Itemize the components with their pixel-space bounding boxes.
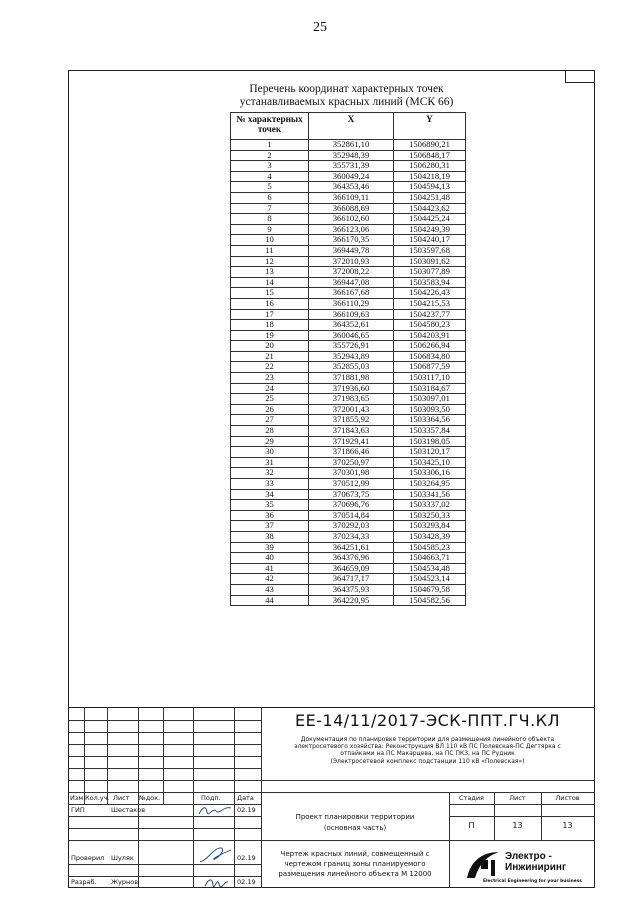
cell-y: 1504585,23 xyxy=(394,542,466,553)
cell-y: 1503117,10 xyxy=(394,373,466,384)
table-row xyxy=(231,224,466,235)
cell-y: 1504523,14 xyxy=(394,574,466,585)
cell-point-number: 15 xyxy=(231,288,309,299)
table-row xyxy=(231,362,466,373)
cell-point-number: 38 xyxy=(231,531,309,542)
cell-x: 364717,17 xyxy=(309,574,394,585)
cell-y: 1506280,31 xyxy=(394,161,466,172)
table-row xyxy=(231,595,466,606)
cell-point-number: 8 xyxy=(231,214,309,225)
cell-point-number: 42 xyxy=(231,574,309,585)
drawing-line-2: чертежом границ зоны планируемого xyxy=(284,860,426,868)
cell-y: 1503091,62 xyxy=(394,256,466,267)
developed-label: Разраб. xyxy=(71,878,97,886)
col-podp: Подп. xyxy=(201,794,221,802)
cell-x: 371983,65 xyxy=(309,394,394,405)
cell-y: 1503583,94 xyxy=(394,277,466,288)
table-row xyxy=(231,171,466,182)
cell-point-number: 25 xyxy=(231,394,309,405)
title-line-1: Перечень координат характерных точек xyxy=(249,83,444,95)
cell-point-number: 10 xyxy=(231,235,309,246)
cell-y: 1504215,53 xyxy=(394,298,466,309)
table-row xyxy=(231,500,466,511)
cell-x: 372001,43 xyxy=(309,404,394,415)
drawing-name xyxy=(261,849,449,879)
table-row xyxy=(231,373,466,384)
description-line-4: (Электросетевой комплекс подстанции 110 кВ «Полевская») xyxy=(330,757,525,765)
cell-y: 1506890,21 xyxy=(394,140,466,151)
cell-point-number: 23 xyxy=(231,373,309,384)
cell-point-number: 33 xyxy=(231,479,309,490)
cell-point-number: 13 xyxy=(231,267,309,278)
document-code: ЕЕ-14/11/2017-ЭСК-ППТ.ГЧ.КЛ xyxy=(294,711,561,730)
document-description xyxy=(261,736,594,765)
sheet-label: Лист xyxy=(509,794,526,802)
cell-y: 1503597,68 xyxy=(394,245,466,256)
cell-point-number: 1 xyxy=(231,140,309,151)
table-row xyxy=(231,182,466,193)
cell-point-number: 30 xyxy=(231,447,309,458)
cell-x: 364220,95 xyxy=(309,595,394,606)
coordinates-table xyxy=(230,112,466,606)
description-line-3: отпайками на ПС Макарцева, на ПС ПКЗ, на ПС Рудник xyxy=(340,750,515,758)
cell-y: 1506834,80 xyxy=(394,351,466,362)
header-point-number: № характерных точек xyxy=(231,113,309,140)
table-title xyxy=(69,83,594,109)
cell-x: 371936,60 xyxy=(309,383,394,394)
table-row xyxy=(231,436,466,447)
page-number: 25 xyxy=(313,20,327,35)
cell-point-number: 32 xyxy=(231,468,309,479)
cell-y: 1503306,16 xyxy=(394,468,466,479)
cell-point-number: 40 xyxy=(231,553,309,564)
cell-x: 372010,93 xyxy=(309,256,394,267)
cell-y: 1503364,56 xyxy=(394,415,466,426)
table-header-row xyxy=(231,113,466,140)
cell-point-number: 35 xyxy=(231,500,309,511)
developed-name: Журнов xyxy=(111,878,139,886)
col-list: Лист xyxy=(113,794,130,802)
table-row xyxy=(231,553,466,564)
cell-x: 370512,99 xyxy=(309,479,394,490)
table-row xyxy=(231,479,466,490)
table-row xyxy=(231,214,466,225)
cell-point-number: 37 xyxy=(231,521,309,532)
cell-point-number: 39 xyxy=(231,542,309,553)
cell-point-number: 2 xyxy=(231,150,309,161)
cell-x: 352948,39 xyxy=(309,150,394,161)
cell-x: 371929,41 xyxy=(309,436,394,447)
cell-y: 1503428,39 xyxy=(394,531,466,542)
cell-y: 1503097,01 xyxy=(394,394,466,405)
project-name xyxy=(261,812,449,834)
cell-y: 1503184,67 xyxy=(394,383,466,394)
table-body xyxy=(231,140,466,606)
table-row xyxy=(231,404,466,415)
gip-date: 02.19 xyxy=(237,806,256,814)
cell-x: 372008,22 xyxy=(309,267,394,278)
cell-x: 364376,96 xyxy=(309,553,394,564)
drawing-frame xyxy=(68,70,595,888)
cell-x: 352943,89 xyxy=(309,351,394,362)
cell-x: 352861,10 xyxy=(309,140,394,151)
cell-x: 366102,60 xyxy=(309,214,394,225)
table-row xyxy=(231,203,466,214)
cell-y: 1504663,71 xyxy=(394,553,466,564)
header-x: X xyxy=(309,113,394,140)
table-row xyxy=(231,150,466,161)
stage-label: Стадия xyxy=(459,794,484,802)
corner-box xyxy=(565,70,595,83)
table-row xyxy=(231,574,466,585)
cell-y: 1504534,48 xyxy=(394,563,466,574)
table-row xyxy=(231,563,466,574)
table-row xyxy=(231,235,466,246)
cell-y: 1503264,95 xyxy=(394,479,466,490)
sheets-value: 13 xyxy=(562,821,573,830)
logo-tagline: Electrical Engineering for your business xyxy=(483,879,582,884)
cell-y: 1504218,19 xyxy=(394,171,466,182)
cell-x: 364659,09 xyxy=(309,563,394,574)
table-row xyxy=(231,394,466,405)
cell-x: 370292,03 xyxy=(309,521,394,532)
cell-y: 1503425,10 xyxy=(394,457,466,468)
cell-y: 1503077,89 xyxy=(394,267,466,278)
stage-value: П xyxy=(468,821,475,830)
cell-point-number: 16 xyxy=(231,298,309,309)
developed-date: 02.19 xyxy=(237,878,256,886)
table-row xyxy=(231,277,466,288)
cell-y: 1504594,13 xyxy=(394,182,466,193)
developed-signature-icon xyxy=(203,874,229,888)
cell-point-number: 4 xyxy=(231,171,309,182)
cell-y: 1503337,02 xyxy=(394,500,466,511)
cell-y: 1503293,84 xyxy=(394,521,466,532)
table-row xyxy=(231,457,466,468)
col-ndok: №док. xyxy=(139,794,161,802)
logo-line-1: Электро - xyxy=(505,851,552,862)
cell-y: 1504249,39 xyxy=(394,224,466,235)
gip-label: ГИП xyxy=(71,806,85,814)
table-row xyxy=(231,531,466,542)
cell-x: 364251,61 xyxy=(309,542,394,553)
table-row xyxy=(231,415,466,426)
cell-y: 1503093,50 xyxy=(394,404,466,415)
cell-x: 364353,46 xyxy=(309,182,394,193)
cell-point-number: 22 xyxy=(231,362,309,373)
cell-point-number: 36 xyxy=(231,510,309,521)
table-row xyxy=(231,383,466,394)
header-y: Y xyxy=(394,113,466,140)
cell-x: 364352,61 xyxy=(309,320,394,331)
col-izm: Изм. xyxy=(70,794,86,802)
cell-point-number: 7 xyxy=(231,203,309,214)
cell-y: 1503250,33 xyxy=(394,510,466,521)
cell-point-number: 6 xyxy=(231,192,309,203)
cell-x: 360046,65 xyxy=(309,330,394,341)
cell-point-number: 3 xyxy=(231,161,309,172)
logo-line-2: Инжиниринг xyxy=(505,862,567,873)
gip-signature-icon xyxy=(197,804,233,816)
cell-x: 369447,08 xyxy=(309,277,394,288)
cell-y: 1504237,77 xyxy=(394,309,466,320)
cell-point-number: 18 xyxy=(231,320,309,331)
table-row xyxy=(231,489,466,500)
cell-y: 1506848,17 xyxy=(394,150,466,161)
table-row xyxy=(231,256,466,267)
cell-point-number: 20 xyxy=(231,341,309,352)
table-row xyxy=(231,351,466,362)
cell-point-number: 11 xyxy=(231,245,309,256)
table-row xyxy=(231,298,466,309)
checked-name: Шуляк xyxy=(111,854,134,862)
table-row xyxy=(231,161,466,172)
table-row xyxy=(231,140,466,151)
drawing-line-3: размещения линейного объекта М 12000 xyxy=(278,870,432,878)
table-row xyxy=(231,288,466,299)
cell-x: 370234,33 xyxy=(309,531,394,542)
table-row xyxy=(231,320,466,331)
cell-x: 366167,68 xyxy=(309,288,394,299)
cell-y: 1504580,23 xyxy=(394,320,466,331)
cell-point-number: 9 xyxy=(231,224,309,235)
cell-x: 369449,78 xyxy=(309,245,394,256)
logo-name xyxy=(505,851,566,873)
cell-x: 366110,29 xyxy=(309,298,394,309)
cell-x: 355726,91 xyxy=(309,341,394,352)
cell-x: 366109,11 xyxy=(309,192,394,203)
cell-x: 370514,84 xyxy=(309,510,394,521)
gip-name: Шестаков xyxy=(111,806,146,814)
cell-point-number: 12 xyxy=(231,256,309,267)
cell-point-number: 14 xyxy=(231,277,309,288)
sheets-label: Листов xyxy=(555,794,580,802)
cell-y: 1504226,43 xyxy=(394,288,466,299)
checked-date: 02.19 xyxy=(237,854,256,862)
cell-point-number: 19 xyxy=(231,330,309,341)
cell-x: 370673,75 xyxy=(309,489,394,500)
cell-y: 1504582,56 xyxy=(394,595,466,606)
cell-x: 366109,63 xyxy=(309,309,394,320)
cell-y: 1503198,05 xyxy=(394,436,466,447)
table-row xyxy=(231,584,466,595)
cell-y: 1504251,48 xyxy=(394,192,466,203)
cell-x: 364375,93 xyxy=(309,584,394,595)
cell-point-number: 43 xyxy=(231,584,309,595)
cell-x: 366170,35 xyxy=(309,235,394,246)
cell-point-number: 28 xyxy=(231,426,309,437)
col-kol-uch: Кол.уч. xyxy=(85,794,110,802)
table-row xyxy=(231,330,466,341)
cell-x: 370696,76 xyxy=(309,500,394,511)
cell-y: 1504423,62 xyxy=(394,203,466,214)
cell-y: 1504240,17 xyxy=(394,235,466,246)
cell-y: 1503120,17 xyxy=(394,447,466,458)
cell-x: 355731,39 xyxy=(309,161,394,172)
cell-y: 1504425,24 xyxy=(394,214,466,225)
cell-y: 1506266,94 xyxy=(394,341,466,352)
logo-icon xyxy=(463,850,503,880)
cell-point-number: 29 xyxy=(231,436,309,447)
cell-y: 1504679,58 xyxy=(394,584,466,595)
table-row xyxy=(231,426,466,437)
cell-x: 370301,98 xyxy=(309,468,394,479)
cell-y: 1503341,56 xyxy=(394,489,466,500)
table-row xyxy=(231,542,466,553)
checked-signature-icon xyxy=(197,846,233,864)
table-row xyxy=(231,447,466,458)
cell-x: 371881,98 xyxy=(309,373,394,384)
title-line-2: устанавливаемых красных линий (МСК 66) xyxy=(239,96,454,108)
table-row xyxy=(231,510,466,521)
cell-x: 371866,46 xyxy=(309,447,394,458)
table-row xyxy=(231,309,466,320)
cell-x: 370250,97 xyxy=(309,457,394,468)
cell-x: 366088,69 xyxy=(309,203,394,214)
cell-x: 352855,03 xyxy=(309,362,394,373)
table-row xyxy=(231,521,466,532)
cell-x: 371843,63 xyxy=(309,426,394,437)
cell-point-number: 5 xyxy=(231,182,309,193)
drawing-line-1: Чертеж красных линий, совмещенный с xyxy=(280,850,430,858)
cell-point-number: 26 xyxy=(231,404,309,415)
cell-x: 360049,24 xyxy=(309,171,394,182)
table-row xyxy=(231,341,466,352)
project-line-1: Проект планировки территории xyxy=(295,813,415,821)
cell-y: 1504203,91 xyxy=(394,330,466,341)
cell-y: 1506877,59 xyxy=(394,362,466,373)
cell-x: 371855,92 xyxy=(309,415,394,426)
description-line-1: Документация по планировке территории для размещения линейного объекта xyxy=(300,736,555,743)
cell-point-number: 31 xyxy=(231,457,309,468)
cell-point-number: 34 xyxy=(231,489,309,500)
col-data: Дата xyxy=(237,794,254,802)
cell-point-number: 27 xyxy=(231,415,309,426)
cell-y: 1503357,84 xyxy=(394,426,466,437)
cell-point-number: 41 xyxy=(231,563,309,574)
cell-point-number: 24 xyxy=(231,383,309,394)
cell-point-number: 21 xyxy=(231,351,309,362)
table-row xyxy=(231,468,466,479)
project-line-2: (основная часть) xyxy=(323,824,387,832)
cell-point-number: 44 xyxy=(231,595,309,606)
company-logo xyxy=(457,848,592,886)
table-row xyxy=(231,192,466,203)
description-line-2: электросетевого хозяйства: Реконструкция ВЛ 110 кВ ПС Полевская-ПС Дегтярка с xyxy=(294,743,561,751)
cell-point-number: 17 xyxy=(231,309,309,320)
cell-x: 366123,06 xyxy=(309,224,394,235)
table-row xyxy=(231,267,466,278)
checked-label: Проверил xyxy=(71,854,105,862)
table-row xyxy=(231,245,466,256)
title-block xyxy=(69,707,594,887)
sheet-value: 13 xyxy=(512,821,523,830)
